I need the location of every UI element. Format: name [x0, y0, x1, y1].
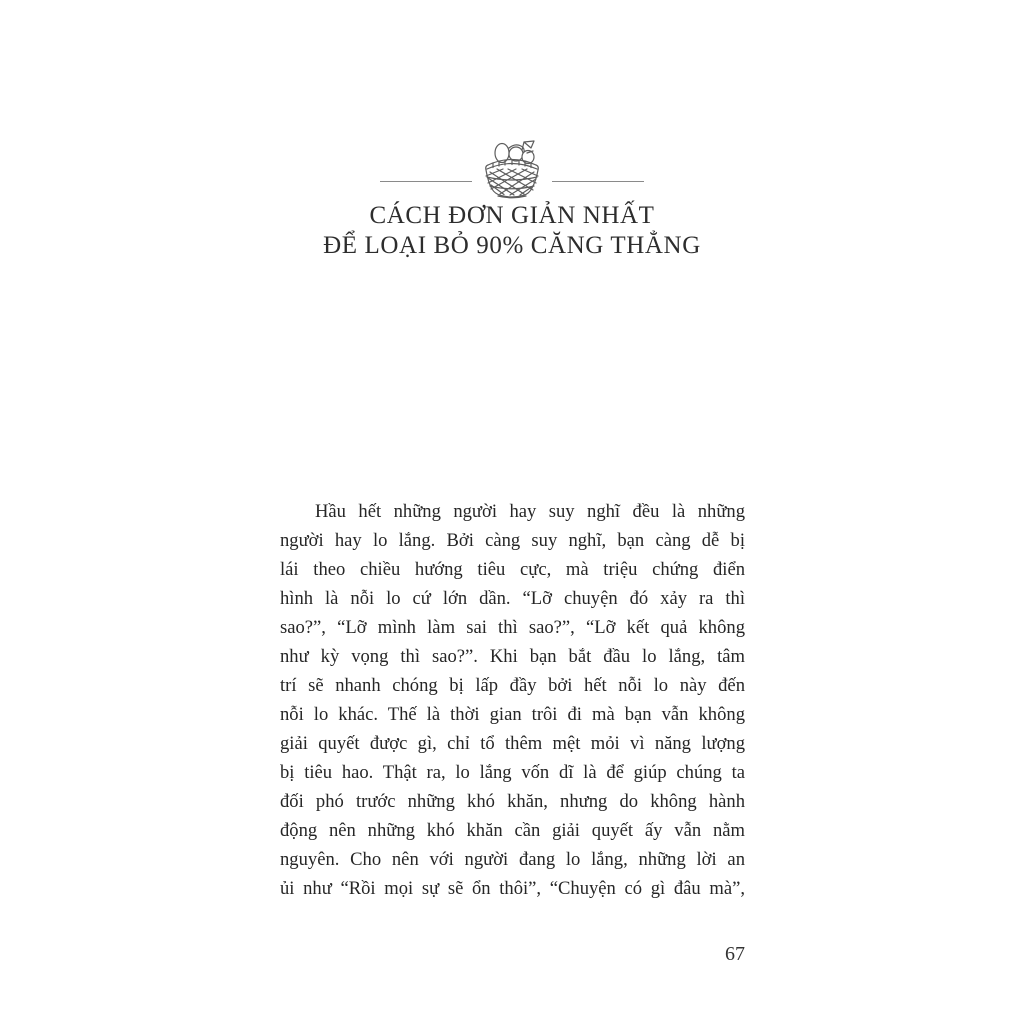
body-line: như kỳ vọng thì sao?”. Khi bạn bắt đầu lo lắng, tâm [280, 646, 745, 667]
body-line: đối phó trước những khó khăn, nhưng do không hành [280, 791, 745, 812]
body-line: giải quyết được gì, chỉ tổ thêm mệt mỏi vì năng lượng [280, 733, 745, 754]
chapter-title-line2: ĐỂ LOẠI BỎ 90% CĂNG THẲNG [323, 232, 701, 259]
ornament-rule-left [380, 181, 472, 182]
body-line: Hầu hết những người hay suy nghĩ đều là những [315, 501, 745, 522]
body-line: nỗi lo khác. Thế là thời gian trôi đi mà bạn vẫn không [280, 704, 745, 725]
body-line: người hay lo lắng. Bởi càng suy nghĩ, bạn càng dễ bị [280, 530, 745, 551]
body-line: hình là nỗi lo cứ lớn dần. “Lỡ chuyện đó xảy ra thì [280, 588, 745, 609]
chapter-title [0, 201, 1024, 261]
body-line: trí sẽ nhanh chóng bị lấp đầy bởi hết nỗi lo này đến [280, 675, 745, 696]
chapter-ornament [0, 139, 1024, 203]
body-line: ủi như “Rồi mọi sự sẽ ổn thôi”, “Chuyện có gì đâu mà”, [280, 878, 745, 899]
fruit-basket-icon [478, 139, 546, 203]
ornament-rule-right [552, 181, 644, 182]
body-line: động nên những khó khăn cần giải quyết ấy vẫn nằm [280, 820, 745, 841]
body-line: lái theo chiều hướng tiêu cực, mà triệu chứng điển [280, 559, 745, 580]
body-line: sao?”, “Lỡ mình làm sai thì sao?”, “Lỡ kết quả không [280, 617, 745, 638]
body-line: nguyên. Cho nên với người đang lo lắng, những lời an [280, 849, 745, 870]
body-paragraph [280, 497, 745, 903]
chapter-title-line1: CÁCH ĐƠN GIẢN NHẤT [369, 202, 655, 229]
body-line: bị tiêu hao. Thật ra, lo lắng vốn dĩ là để giúp chúng ta [280, 762, 745, 783]
page-number: 67 [725, 943, 745, 965]
